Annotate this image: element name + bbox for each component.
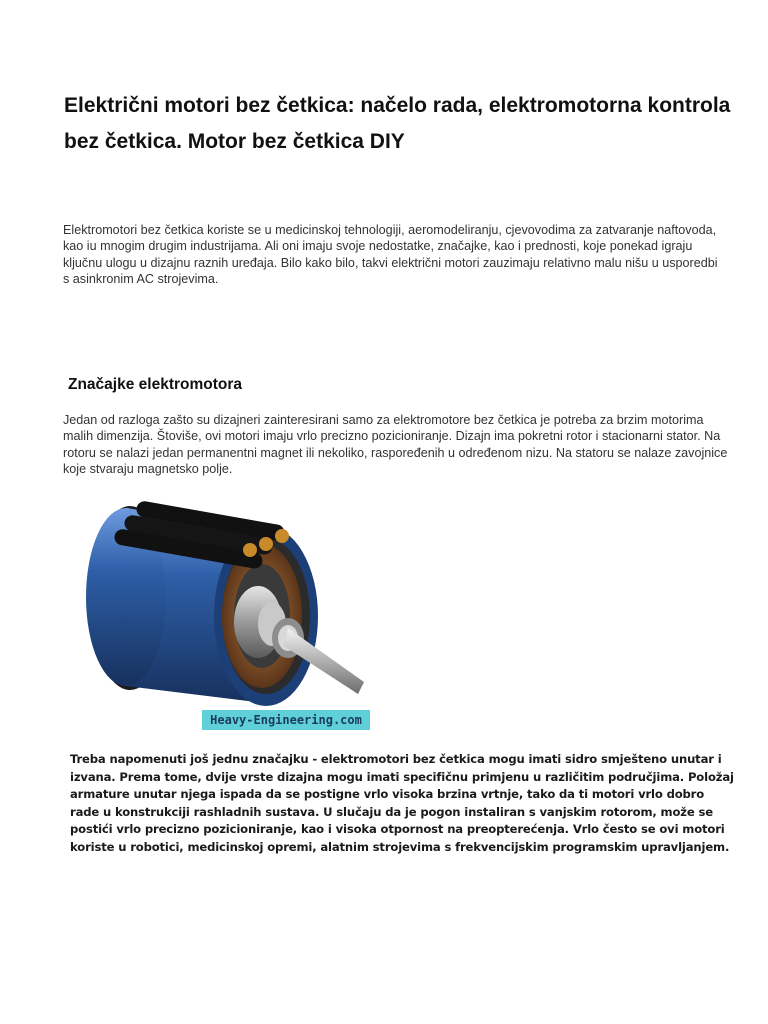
section-heading: Značajke elektromotora [68,376,243,393]
rotor-design-paragraph: Treba napomenuti još jednu značajku - elektromotori bez četkica mogu imati sidro smješteno unutar i izvana. Prema tome, dvije vrste dizajna mogu imati specifičnu primjenu u različitim područjima. Položaj armature unutar njega ispada da se postigne vrlo visoka brzina vrtnje, tako da ti motori vrlo dobro rade u konstrukciji rashladnih sustava. U slučaju da je pogon instaliran s vanjskim rotorom, može se postići vrlo precizno pozicioniranje, kao i visoka otpornost na preopterećenja. Vrlo često se ovi motori koriste u robotici, medicinskoj opremi, alatnim strojevima s frekvencijskim programskim upravljanjem. [70,752,734,854]
features-paragraph: Jedan od razloga zašto su dizajneri zainteresirani samo za elektromotore bez četkica je potreba za brzim motorima malih dimenzija. Štoviše, ovi motori imaju vrlo precizno pozicioniranje. Dizajn ima pokretni rotor i stacionarni stator. Na rotoru se nalazi jedan permanentni magnet ili nekoliko, raspoređenih u određenom nizu. Na statoru se nalaze zavojnice koje stvaraju magnetsko polje. [63,413,728,477]
brushless-motor-image [66,488,370,736]
image-watermark: Heavy-Engineering.com [210,713,362,727]
article-title: Električni motori bez četkica: načelo rada, elektromotorna kontrola bez četkica. Motor bez četkica DIY [64,94,731,153]
intro-paragraph: Elektromotori bez četkica koriste se u medicinskoj tehnologiji, aeromodeliranju, cjevovodima za zatvaranje naftovoda, kao iu mnogim drugim industrijama. Ali oni imaju svoje nedostatke, značajke, kao i prednosti, koje ponekad igraju ključnu ulogu u dizajnu raznih uređaja. Bilo kako bilo, takvi električni motori zauzimaju relativno malu nišu u usporedbi s asinkronim AC strojevima. [63,223,718,287]
